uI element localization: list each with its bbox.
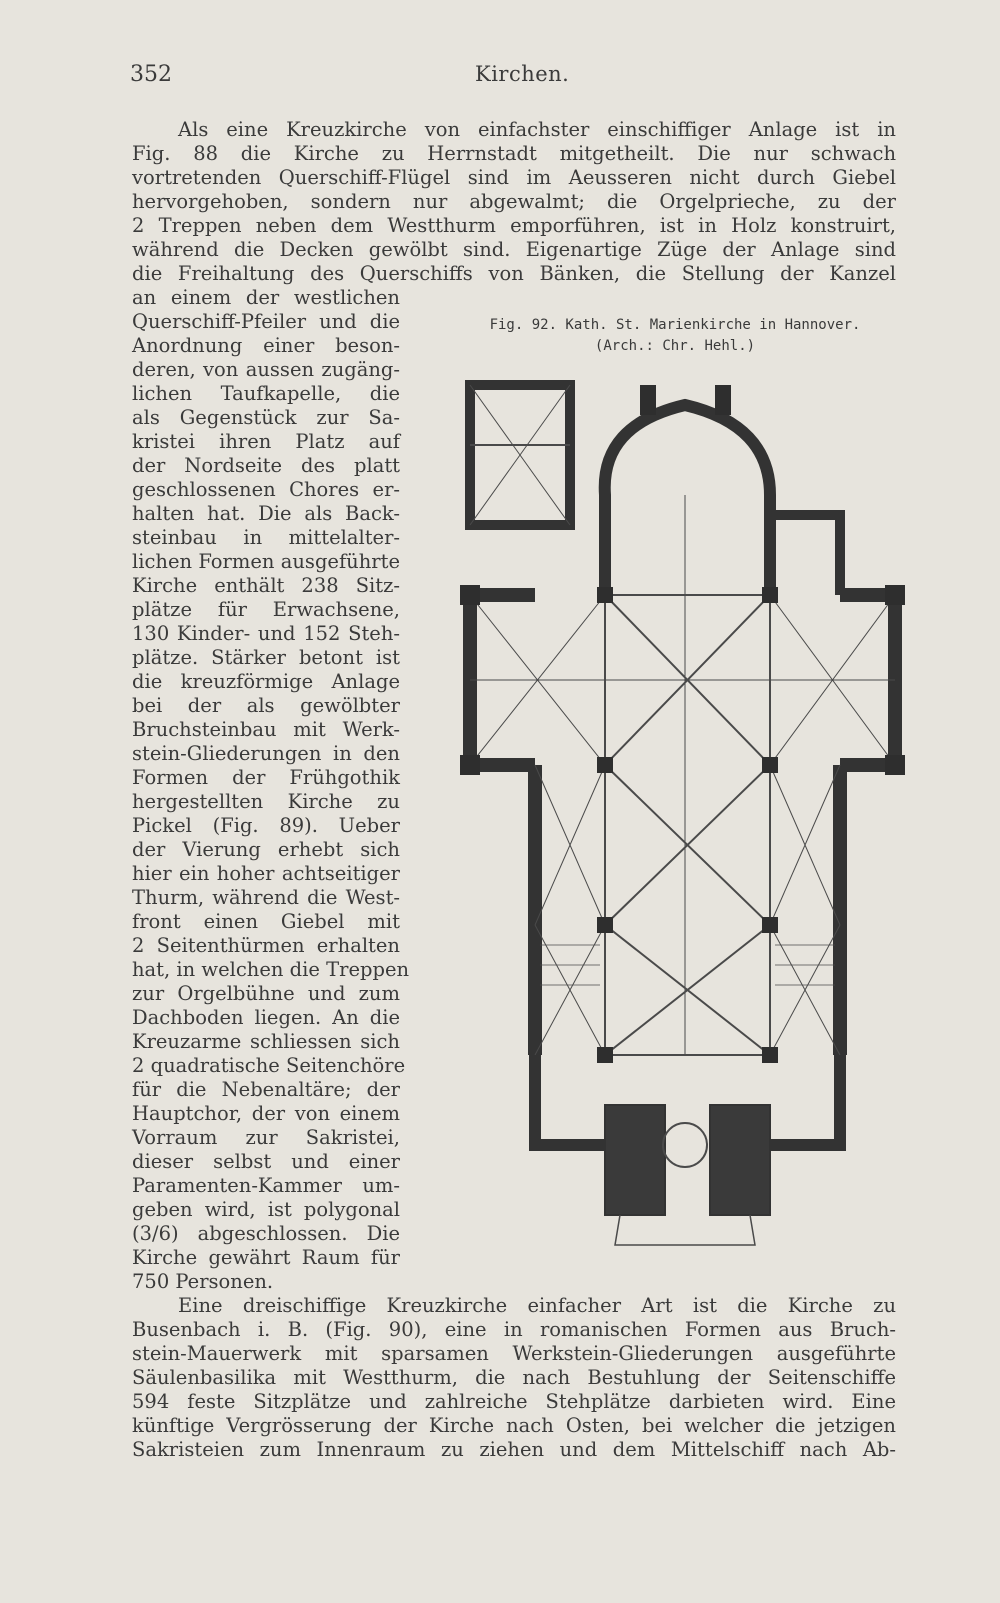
text-line: deren, von aussen zugäng- bbox=[132, 358, 400, 381]
text-line: hervorgehoben, sondern nur abgewalmt; die Orgelprieche, zu der bbox=[132, 190, 896, 213]
church-floor-plan bbox=[440, 365, 910, 1285]
text-line: hergestellten Kirche zu bbox=[132, 790, 400, 813]
text-line: front einen Giebel mit bbox=[132, 910, 400, 933]
text-line: Paramenten-Kammer um- bbox=[132, 1174, 400, 1197]
text-line: steinbau in mittelalter- bbox=[132, 526, 400, 549]
text-line: Bruchsteinbau mit Werk- bbox=[132, 718, 400, 741]
text-line: geben wird, ist polygonal bbox=[132, 1198, 400, 1221]
running-head: Kirchen. bbox=[475, 62, 570, 86]
text-line: vortretenden Querschiff-Flügel sind im Aeusseren nicht durch Giebel bbox=[132, 166, 896, 189]
text-line: Sakristeien zum Innenraum zu ziehen und dem Mittelschiff nach Ab- bbox=[132, 1438, 896, 1461]
text-line: dieser selbst und einer bbox=[132, 1150, 400, 1173]
text-line: (3/6) abgeschlossen. Die bbox=[132, 1222, 400, 1245]
text-line: lichen Taufkapelle, die bbox=[132, 382, 400, 405]
text-line: hat, in welchen die Treppen bbox=[132, 958, 410, 981]
text-line: Busenbach i. B. (Fig. 90), eine in romanischen Formen aus Bruch- bbox=[132, 1318, 896, 1341]
text-line: Anordnung einer beson- bbox=[132, 334, 400, 357]
page-header bbox=[130, 62, 900, 92]
text-line: Kirche enthält 238 Sitz- bbox=[132, 574, 400, 597]
text-line: 2 quadratische Seitenchöre bbox=[132, 1054, 406, 1077]
text-line: plätze für Erwachsene, bbox=[132, 598, 400, 621]
text-line: stein-Mauerwerk mit sparsamen Werkstein-Gliederungen ausgeführte bbox=[132, 1342, 896, 1365]
text-line: Thurm, während die West- bbox=[132, 886, 400, 909]
text-line: Als eine Kreuzkirche von einfachster einschiffiger Anlage ist in bbox=[178, 118, 896, 141]
text-line: zur Orgelbühne und zum bbox=[132, 982, 400, 1005]
text-line: kristei ihren Platz auf bbox=[132, 430, 400, 453]
text-line: 130 Kinder- und 152 Steh- bbox=[132, 622, 400, 645]
text-line: der Nordseite des platt bbox=[132, 454, 400, 477]
text-line: Hauptchor, der von einem bbox=[132, 1102, 400, 1125]
text-line: die kreuzförmige Anlage bbox=[132, 670, 400, 693]
text-line: Eine dreischiffige Kreuzkirche einfacher Art ist die Kirche zu bbox=[178, 1294, 896, 1317]
text-line: Fig. 88 die Kirche zu Herrnstadt mitgetheilt. Die nur schwach bbox=[132, 142, 896, 165]
text-line: für die Nebenaltäre; der bbox=[132, 1078, 400, 1101]
figure-caption: Fig. 92. Kath. St. Marienkirche in Hannover. bbox=[489, 317, 861, 333]
text-line: der Vierung erhebt sich bbox=[132, 838, 400, 861]
text-line: die Freihaltung des Querschiffs von Bänken, die Stellung der Kanzel bbox=[132, 262, 896, 285]
text-line: Kreuzarme schliessen sich bbox=[132, 1030, 400, 1053]
text-line: plätze. Stärker betont ist bbox=[132, 646, 400, 669]
text-line: Dachboden liegen. An die bbox=[132, 1006, 400, 1029]
text-line: Pickel (Fig. 89). Ueber bbox=[132, 814, 400, 837]
text-line: hier ein hoher achtseitiger bbox=[132, 862, 400, 885]
text-line: 594 feste Sitzplätze und zahlreiche Stehplätze darbieten wird. Eine bbox=[132, 1390, 896, 1413]
text-line: Formen der Frühgothik bbox=[132, 766, 400, 789]
text-line: Kirche gewährt Raum für bbox=[132, 1246, 400, 1269]
text-line: 2 Seitenthürmen erhalten bbox=[132, 934, 400, 957]
text-line: bei der als gewölbter bbox=[132, 694, 400, 717]
text-line: an einem der westlichen bbox=[132, 286, 400, 309]
text-line: als Gegenstück zur Sa- bbox=[132, 406, 400, 429]
text-line: künftige Vergrösserung der Kirche nach Osten, bei welcher die jetzigen bbox=[132, 1414, 896, 1437]
text-line: 750 Personen. bbox=[132, 1270, 274, 1293]
text-line: Vorraum zur Sakristei, bbox=[132, 1126, 400, 1149]
text-line: Querschiff-Pfeiler und die bbox=[132, 310, 400, 333]
figure-credit: (Arch.: Chr. Hehl.) bbox=[594, 338, 756, 354]
text-line: Säulenbasilika mit Westthurm, die nach Bestuhlung der Seitenschiffe bbox=[132, 1366, 896, 1389]
text-line: 2 Treppen neben dem Westthurm emporführen, ist in Holz konstruirt, bbox=[132, 214, 896, 237]
text-line: geschlossenen Chores er- bbox=[132, 478, 400, 501]
text-line: stein-Gliederungen in den bbox=[132, 742, 400, 765]
text-line: halten hat. Die als Back- bbox=[132, 502, 400, 525]
page-number: 352 bbox=[130, 62, 172, 87]
text-line: während die Decken gewölbt sind. Eigenartige Züge der Anlage sind bbox=[132, 238, 896, 261]
text-line: lichen Formen ausgeführte bbox=[132, 550, 400, 573]
